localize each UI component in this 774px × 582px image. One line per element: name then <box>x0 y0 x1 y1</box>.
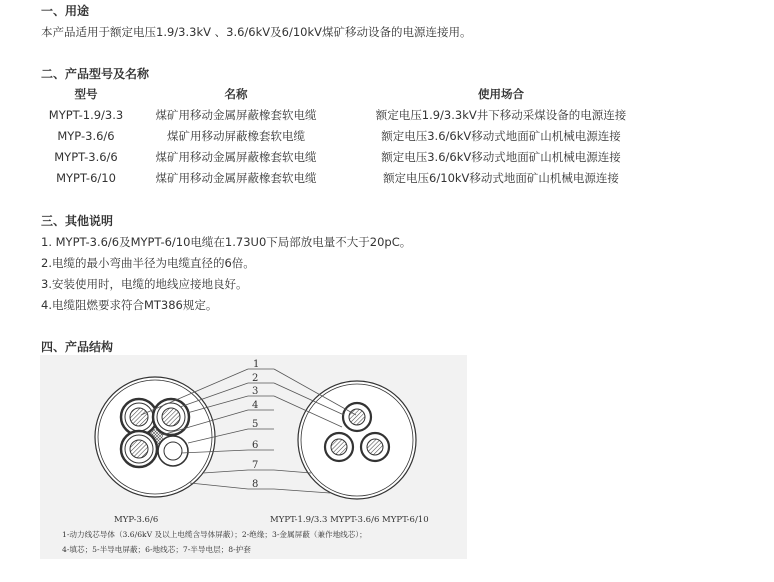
table-cell: 额定电压3.6/6kV移动式地面矿山机械电源连接 <box>381 150 621 164</box>
table-cell: 煤矿用移动金属屏蔽橡套软电缆 <box>155 150 317 164</box>
right-cable-section <box>298 381 416 499</box>
callout-3: 3 <box>252 386 259 397</box>
table-header-row <box>41 84 661 105</box>
callout-2: 2 <box>252 373 259 384</box>
table-cell: MYPT-1.9/3.3 <box>48 108 124 122</box>
callout-5: 5 <box>252 419 259 430</box>
column-header-model: 型号 <box>74 87 98 101</box>
table-row <box>41 105 661 126</box>
table-cell: MYPT-6/10 <box>56 171 116 185</box>
callout-6: 6 <box>252 440 259 451</box>
table-row <box>41 147 661 168</box>
cable-cross-section-drawing <box>40 355 467 559</box>
figure-legend-line-2: 4-填芯；5-半导电屏蔽；6-地线芯；7-半导电层；8-护套 <box>62 545 251 554</box>
table-cell: 煤矿用移动屏蔽橡套软电缆 <box>167 129 305 143</box>
table-cell: 煤矿用移动金属屏蔽橡套软电缆 <box>155 171 317 185</box>
table-cell: 煤矿用移动金属屏蔽橡套软电缆 <box>155 108 317 122</box>
callout-4: 4 <box>252 400 259 411</box>
left-cable-label: MYP-3.6/6 <box>114 515 159 525</box>
table-row <box>41 168 661 189</box>
section-heading-structure: 四、产品结构 <box>41 340 114 354</box>
section-heading-notes: 三、其他说明 <box>41 214 114 228</box>
table-cell: 额定电压6/10kV移动式地面矿山机械电源连接 <box>383 171 619 185</box>
section-heading-models: 二、产品型号及名称 <box>41 67 150 81</box>
right-cable-label: MYPT-1.9/3.3 MYPT-3.6/6 MYPT-6/10 <box>270 515 429 525</box>
callout-numbers <box>252 359 259 490</box>
model-table <box>41 84 661 189</box>
note-item: 4.电缆阻燃要求符合MT386规定。 <box>41 298 218 312</box>
column-header-usage: 使用场合 <box>478 87 524 101</box>
callout-8: 8 <box>252 479 259 490</box>
note-item: 2.电缆的最小弯曲半径为电缆直径的6倍。 <box>41 256 255 270</box>
cable-structure-figure <box>40 355 467 559</box>
note-item: 1. MYPT-3.6/6及MYPT-6/10电缆在1.73U0下局部放电量不大于20pC。 <box>41 235 412 249</box>
table-cell: 额定电压3.6/6kV移动式地面矿山机械电源连接 <box>381 129 621 143</box>
callout-7: 7 <box>252 460 259 471</box>
table-cell: MYP-3.6/6 <box>57 129 115 143</box>
section-heading-usage: 一、用途 <box>41 4 90 18</box>
callout-1: 1 <box>253 359 260 370</box>
figure-legend-line-1: 1-动力线芯导体（3.6/6kV 及以上电缆含导体屏蔽）；2-绝缘；3-金属屏蔽（兼作地线芯）； <box>62 530 367 539</box>
usage-text: 本产品适用于额定电压1.9/3.3kV 、3.6/6kV及6/10kV煤矿移动设备的电源连接用。 <box>41 25 472 39</box>
left-cable-section <box>95 377 215 497</box>
note-item: 3.安装使用时，电缆的地线应接地良好。 <box>41 277 248 291</box>
table-row <box>41 126 661 147</box>
column-header-name: 名称 <box>224 87 248 101</box>
table-cell: 额定电压1.9/3.3kV井下移动采煤设备的电源连接 <box>375 108 627 122</box>
table-cell: MYPT-3.6/6 <box>54 150 118 164</box>
